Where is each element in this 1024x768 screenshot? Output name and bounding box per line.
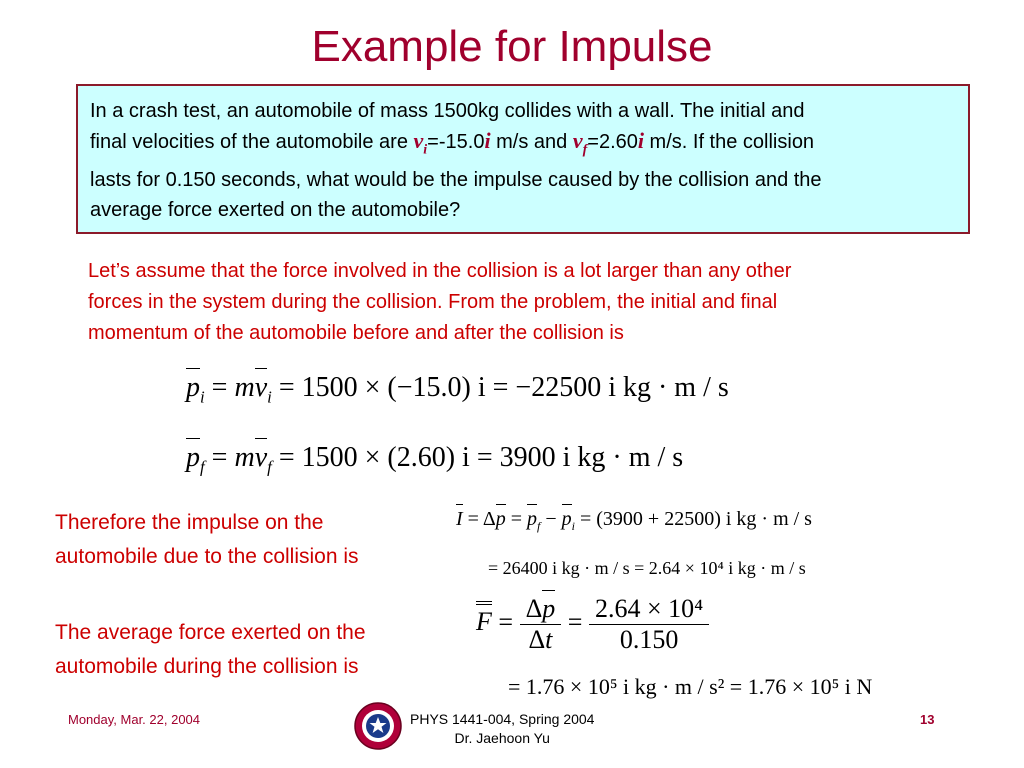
problem-line-1: In a crash test, an automobile of mass 1500kg collides with a wall. The initial and — [90, 100, 805, 122]
problem-line-4: average force exerted on the automobile? — [90, 199, 461, 222]
problem-box — [76, 84, 970, 234]
force-paragraph: The average force exerted on the automobile during the collision is — [55, 621, 366, 678]
problem-line-2: final velocities of the automobile are $v_i=-15.0i$ m/s and $v_f=2.60i$ m/s. If the collision — [90, 128, 815, 158]
problem-line-3: lasts for 0.150 seconds, what would be the impulse caused by the collision and the — [90, 169, 822, 192]
force-equation: F = $\frac{\Delta p}{\Delta t}$ = $\frac{\text{2.64 × 10⁴}}{0.150}$ — [476, 594, 709, 655]
i-hat-symbol: i — [484, 128, 491, 153]
footer-date: Monday, Mar. 22, 2004 — [68, 712, 201, 727]
impulse-equation-line-2: = 26400 i kg · m / s = 2.64 × 10⁴ i kg · m / s — [488, 558, 806, 578]
final-momentum-equation: $p_f = mv_f = 1500 \times (2.60) i = 3900$ i kg · m / s — [186, 442, 684, 477]
university-seal-icon — [354, 702, 402, 750]
page-number: 13 — [920, 712, 935, 727]
footer-course: PHYS 1441-004, Spring 2004 Dr. Jaehoon Yu — [410, 711, 595, 746]
vi-symbol: $v_i$ — [413, 128, 428, 158]
i-hat-symbol-2: i — [637, 128, 644, 153]
intro-paragraph: Let’s assume that the force involved in the collision is a lot larger than any other forces in the system during the collision. From the problem, the initial and final momentum of the automobile before and after the collision is — [88, 260, 792, 344]
impulse-paragraph: Therefore the impulse on the automobile due to the collision is — [55, 511, 359, 568]
force-result-equation: = 1.76 × 10⁵ i kg · m / s² = 1.76 × 10⁵ i N — [508, 674, 873, 699]
impulse-equation-line-1: $I = \Delta p = p_f - p_i = (3900 + 22500)$ i kg · m / s — [456, 508, 812, 533]
vf-symbol: $v_f$ — [572, 128, 588, 158]
initial-momentum-equation: $p_i = mv_i = 1500 \times (-15.0) i = -22500$ i kg · m / s — [186, 372, 729, 407]
slide-title: Example for Impulse — [311, 22, 713, 71]
